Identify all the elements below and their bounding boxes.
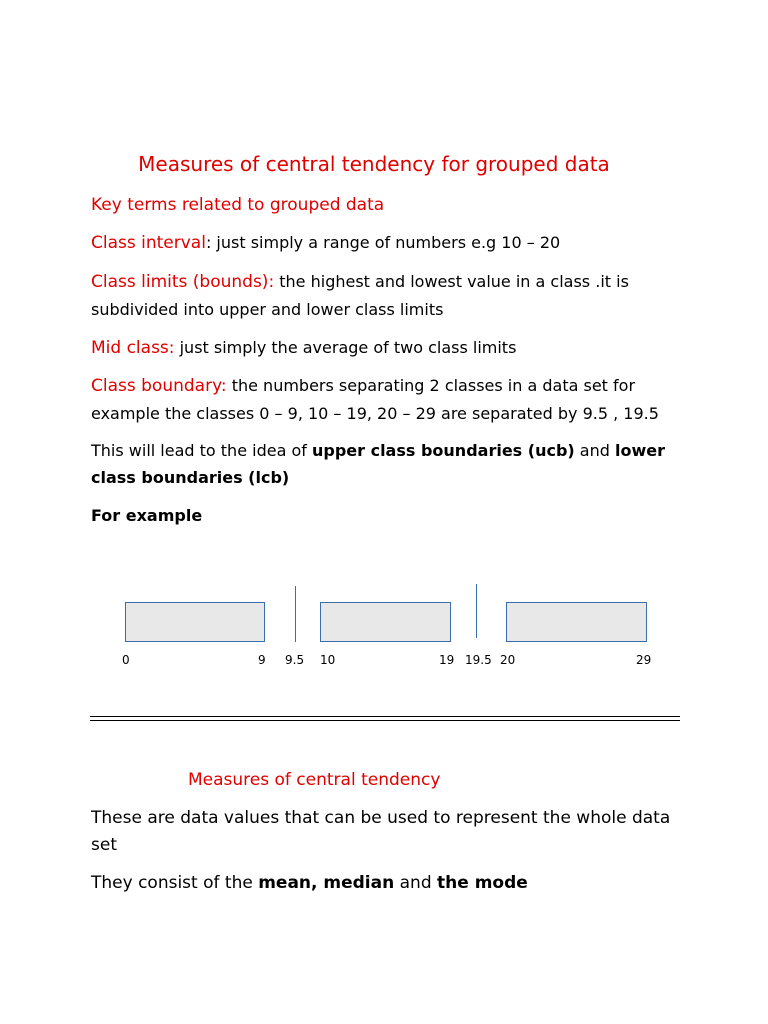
boundary-line-1 xyxy=(295,586,296,642)
term-text: just simply a range of numbers e.g 10 – 20 xyxy=(211,233,561,252)
lead-and: and xyxy=(574,441,615,460)
text-prefix: They consist of the xyxy=(91,873,259,893)
lead-paragraph xyxy=(91,437,691,491)
term-label: Class interval xyxy=(91,233,206,253)
mean-median-term: mean, median xyxy=(258,873,395,893)
section-heading: Measures of central tendency xyxy=(188,770,441,790)
class-box-2 xyxy=(320,602,451,642)
term-label: Class boundary: xyxy=(91,376,227,396)
page-title: Measures of central tendency for grouped data xyxy=(138,152,610,176)
lcb-term: lower class boundaries (lcb) xyxy=(91,441,665,487)
tick-label: 20 xyxy=(500,653,516,667)
tick-label: 9 xyxy=(258,653,266,667)
term-label: Mid class: xyxy=(91,338,175,358)
text-and: and xyxy=(394,873,438,893)
class-box-1 xyxy=(125,602,265,642)
lead-prefix: This will lead to the idea of xyxy=(91,441,312,460)
term-class-limits xyxy=(91,268,691,323)
class-box-3 xyxy=(506,602,647,642)
divider-line xyxy=(90,720,680,721)
ucb-term: upper class boundaries (ucb) xyxy=(311,441,575,460)
subtitle: Key terms related to grouped data xyxy=(91,195,385,215)
term-sep: : xyxy=(205,233,212,252)
term-mid-class xyxy=(91,334,691,362)
mode-term: the mode xyxy=(437,873,528,893)
term-text: the highest and lowest value in a class .it is subdivided into upper and lower class limits xyxy=(91,272,629,319)
for-example-label: For example xyxy=(91,506,203,525)
section-text-1: These are data values that can be used to represent the whole data set xyxy=(91,808,671,855)
tick-label: 19.5 xyxy=(465,653,492,667)
term-label: Class limits (bounds): xyxy=(91,272,275,292)
tick-label: 29 xyxy=(636,653,652,667)
boundary-line-2 xyxy=(476,584,477,638)
tick-label: 9.5 xyxy=(285,653,305,667)
tick-label: 0 xyxy=(122,653,130,667)
term-text: the numbers separating 2 classes in a data set for example the classes 0 – 9, 10 – 19, 20 – 29 are separated by 9.5 , 19.5 xyxy=(91,376,659,423)
term-class-interval xyxy=(91,229,691,257)
tick-label: 10 xyxy=(320,653,336,667)
term-text: just simply the average of two class limits xyxy=(174,338,517,357)
divider-line xyxy=(90,716,680,717)
tick-label: 19 xyxy=(439,653,455,667)
term-class-boundary xyxy=(91,372,691,427)
section-text-2 xyxy=(91,870,691,897)
